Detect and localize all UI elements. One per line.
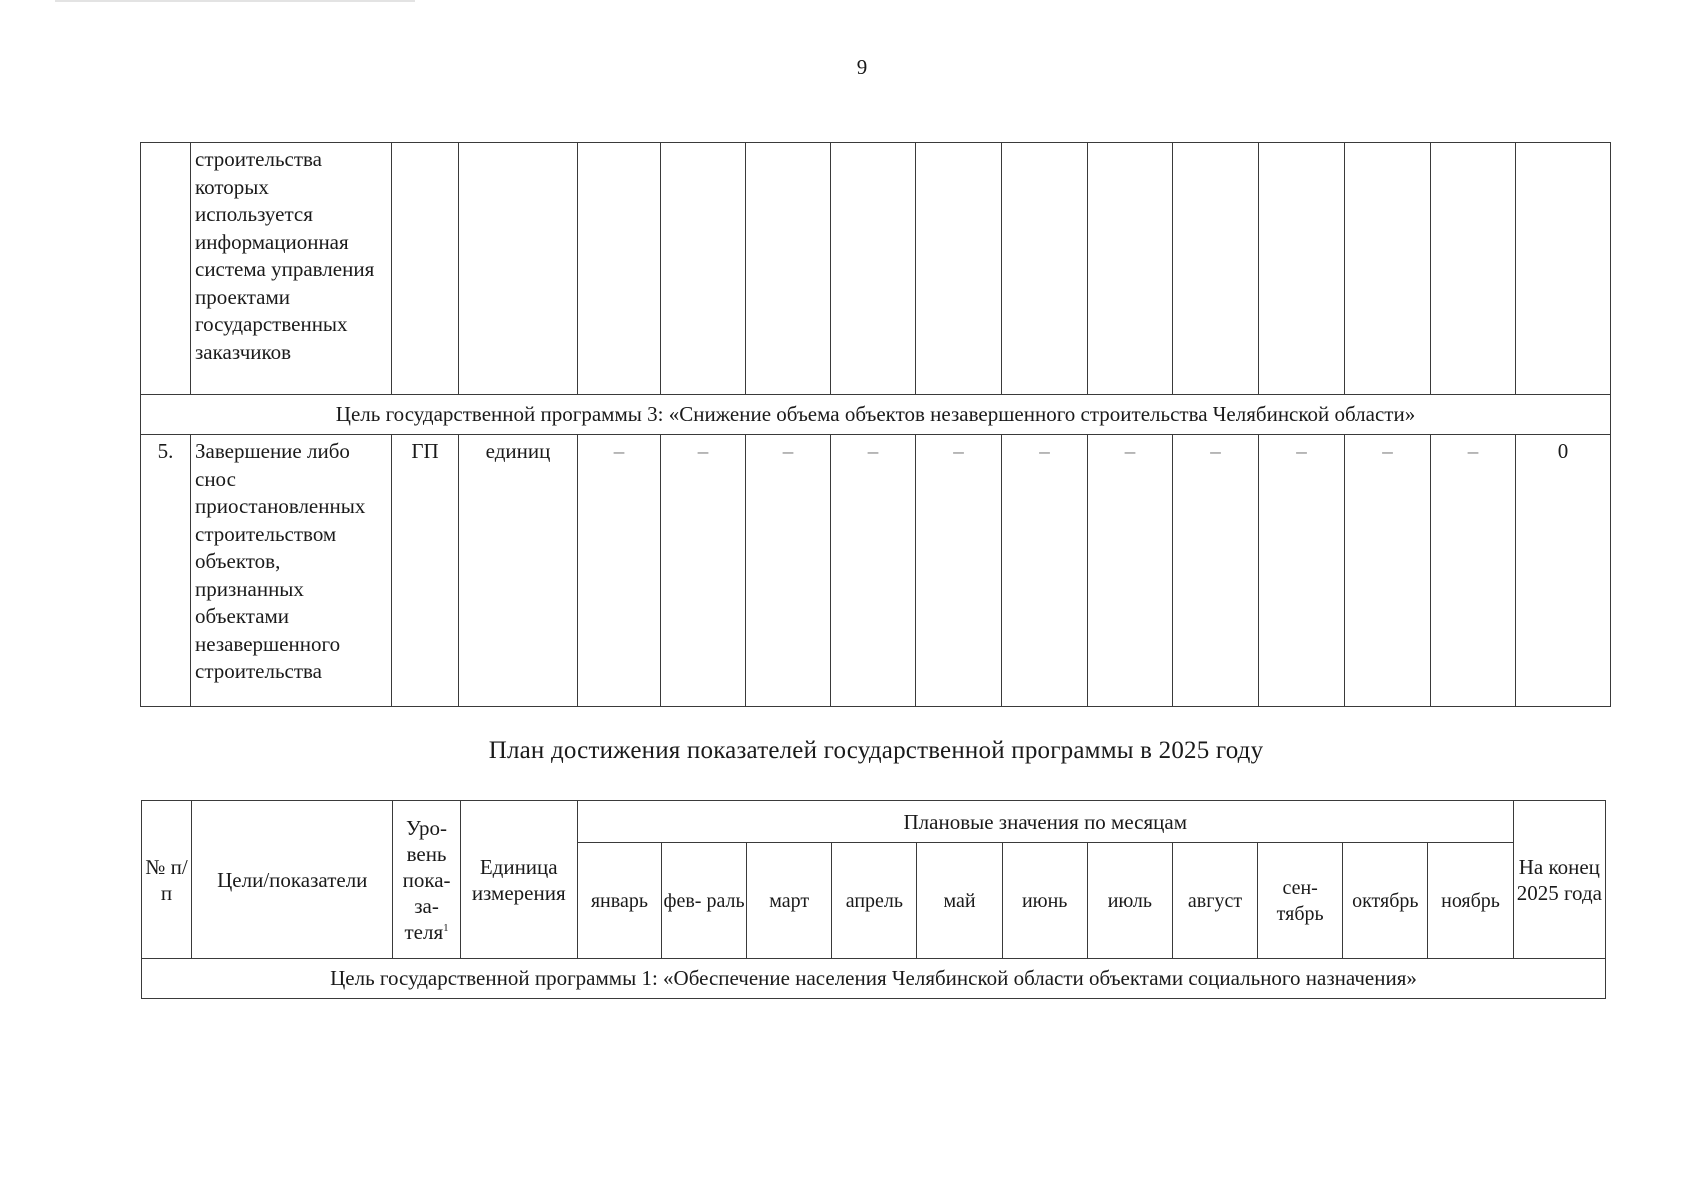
month-header: апрель (832, 843, 917, 959)
month-header: сен- тябрь (1258, 843, 1343, 959)
month-value-cell: – (746, 435, 831, 707)
indicator-cell: Завершение либо снос приостановленных строительством объектов, признанных объектами незавершенного строительства (191, 435, 392, 707)
month-header: ноябрь (1428, 843, 1513, 959)
month-value-cell: – (661, 435, 746, 707)
plan-table (141, 800, 1606, 999)
indicator-cell: строительства которых используется информационная система управления проектами государственных заказчиков (191, 143, 392, 395)
month-header: фев- раль (661, 843, 746, 959)
month-value-cell: – (916, 435, 1002, 707)
month-header: март (747, 843, 832, 959)
month-value-cell: – (1088, 435, 1173, 707)
month-header: июнь (1002, 843, 1087, 959)
plan-title: План достижения показателей государственной программы в 2025 году (488, 737, 1264, 764)
goal-row (141, 395, 1611, 435)
indicator-level-cell: ГП (392, 435, 459, 707)
end-of-year-value-cell: 0 (1516, 435, 1611, 707)
table-row (141, 435, 1611, 707)
header-row (142, 801, 1606, 843)
page-number: 9 (856, 55, 868, 79)
table-row (141, 143, 1611, 395)
month-value-cell: – (1173, 435, 1259, 707)
header-num: № п/п (142, 801, 192, 959)
indicators-table-continued (140, 142, 1611, 707)
header-end-of-year: На конец 2025 года (1513, 801, 1605, 959)
goal-row (142, 959, 1606, 999)
goal-3-heading: Цель государственной программы 3: «Снижение объема объектов незавершенного строительства Челябинской области» (141, 395, 1611, 435)
header-monthly-values: Плановые значения по месяцам (577, 801, 1513, 843)
month-header: июль (1087, 843, 1172, 959)
header-level (393, 801, 460, 959)
month-header: август (1172, 843, 1257, 959)
header-level-label: Уро- вень пока- за- теля (402, 815, 451, 944)
month-header: январь (577, 843, 661, 959)
month-header: май (917, 843, 1002, 959)
month-value-cell: – (1259, 435, 1345, 707)
footnote-marker: 1 (443, 921, 449, 934)
row-number-cell (141, 143, 191, 395)
unit-cell: единиц (459, 435, 578, 707)
goal-1-heading: Цель государственной программы 1: «Обеспечение населения Челябинской области объектами социального назначения» (142, 959, 1606, 999)
row-number-cell: 5. (141, 435, 191, 707)
month-value-cell: – (1002, 435, 1088, 707)
month-value-cell: – (1431, 435, 1516, 707)
month-value-cell: – (578, 435, 661, 707)
month-header: октябрь (1343, 843, 1428, 959)
month-value-cell: – (831, 435, 916, 707)
header-unit: Единица измерения (460, 801, 577, 959)
header-goals: Цели/показатели (192, 801, 393, 959)
month-value-cell: – (1345, 435, 1431, 707)
scan-edge-mark (55, 0, 415, 2)
